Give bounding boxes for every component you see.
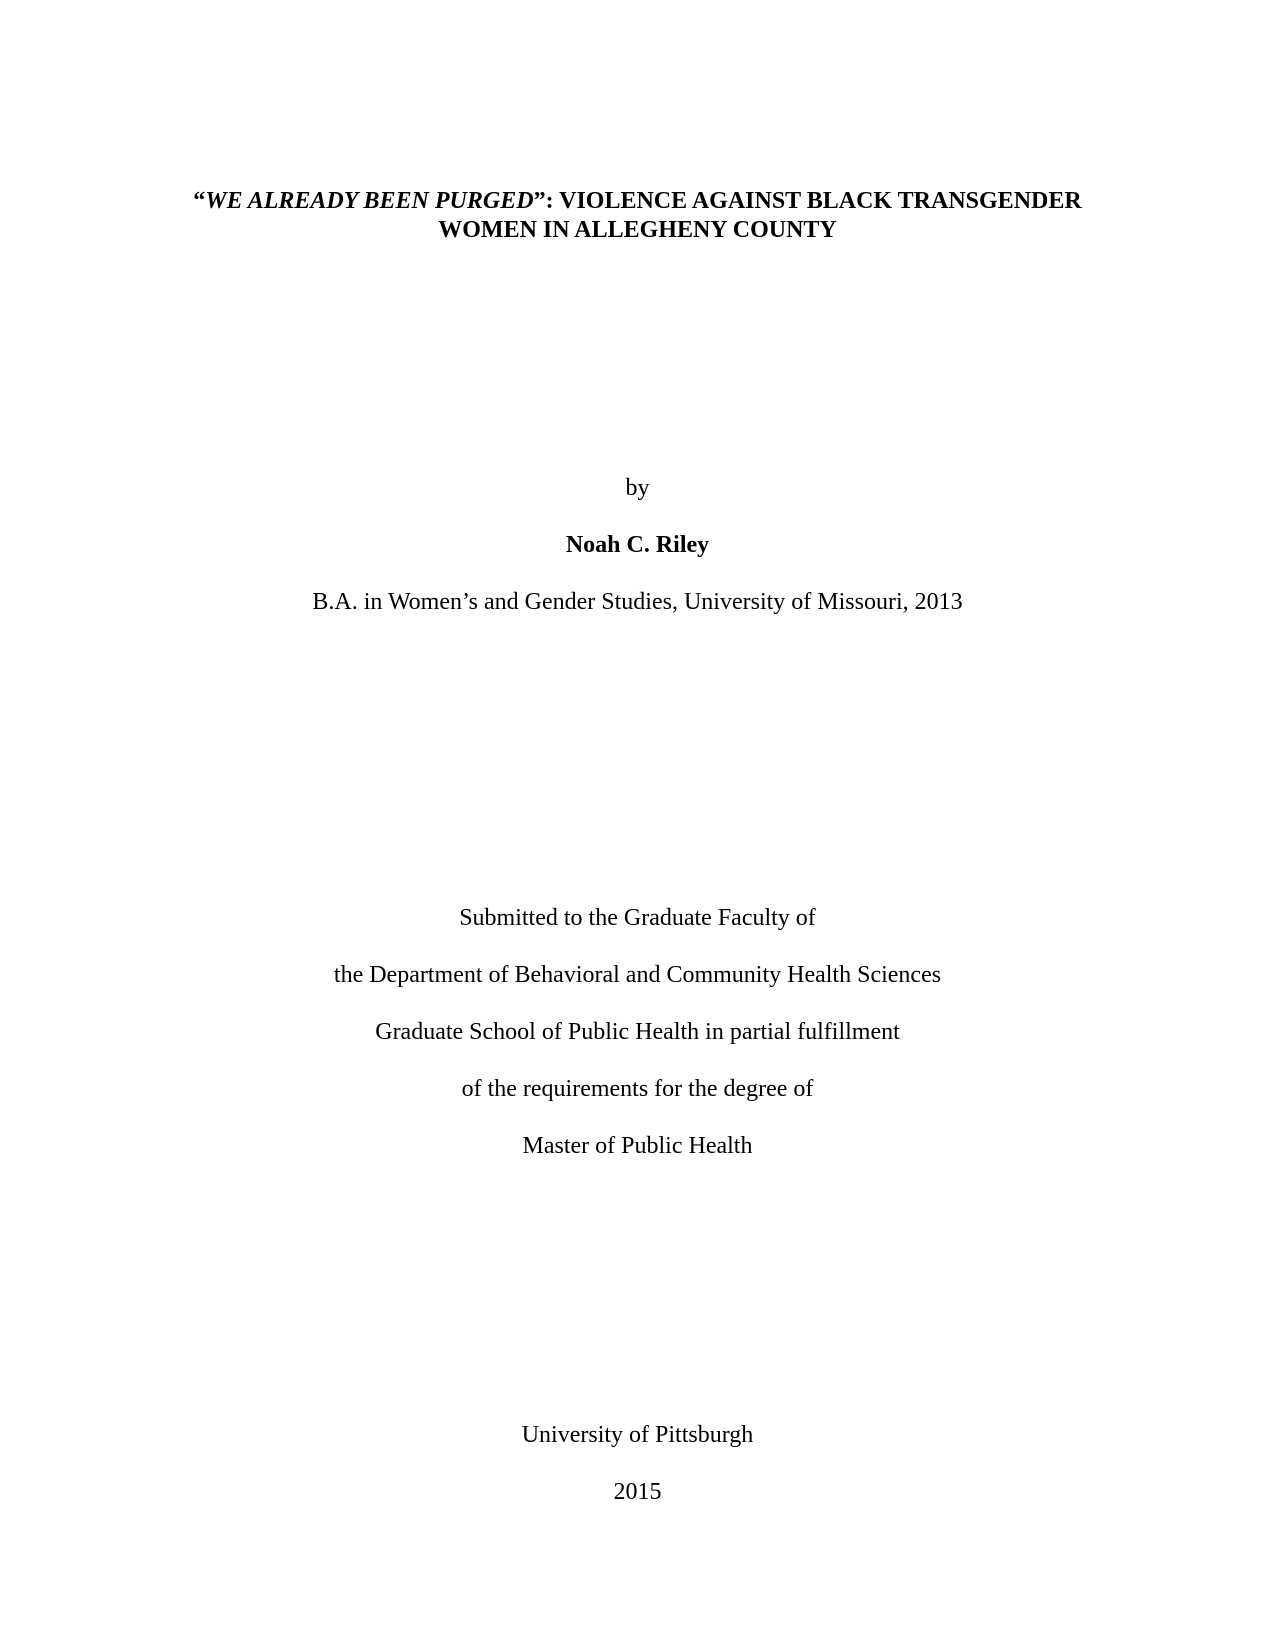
submission-line-4: of the requirements for the degree of	[461, 1076, 814, 1102]
degree-name: Master of Public Health	[522, 1133, 753, 1159]
thesis-title-line-1	[0, 187, 1275, 215]
institution: University of Pittsburgh	[521, 1422, 754, 1448]
title-rest: ”: VIOLENCE AGAINST BLACK TRANSGENDER	[533, 188, 1082, 214]
thesis-title-line-2: WOMEN IN ALLEGHENY COUNTY	[438, 217, 837, 243]
submission-line-1: Submitted to the Graduate Faculty of	[459, 905, 816, 931]
author-name: Noah C. Riley	[565, 532, 710, 558]
prior-degree: B.A. in Women’s and Gender Studies, University of Missouri, 2013	[312, 589, 963, 615]
submission-line-2: the Department of Behavioral and Community Health Sciences	[333, 962, 942, 988]
year: 2015	[613, 1479, 662, 1505]
title-open-quote: “	[193, 188, 206, 214]
by-label: by	[625, 475, 650, 501]
title-italic-quote: WE ALREADY BEEN PURGED	[205, 188, 534, 214]
submission-line-3: Graduate School of Public Health in partial fulfillment	[375, 1019, 900, 1045]
